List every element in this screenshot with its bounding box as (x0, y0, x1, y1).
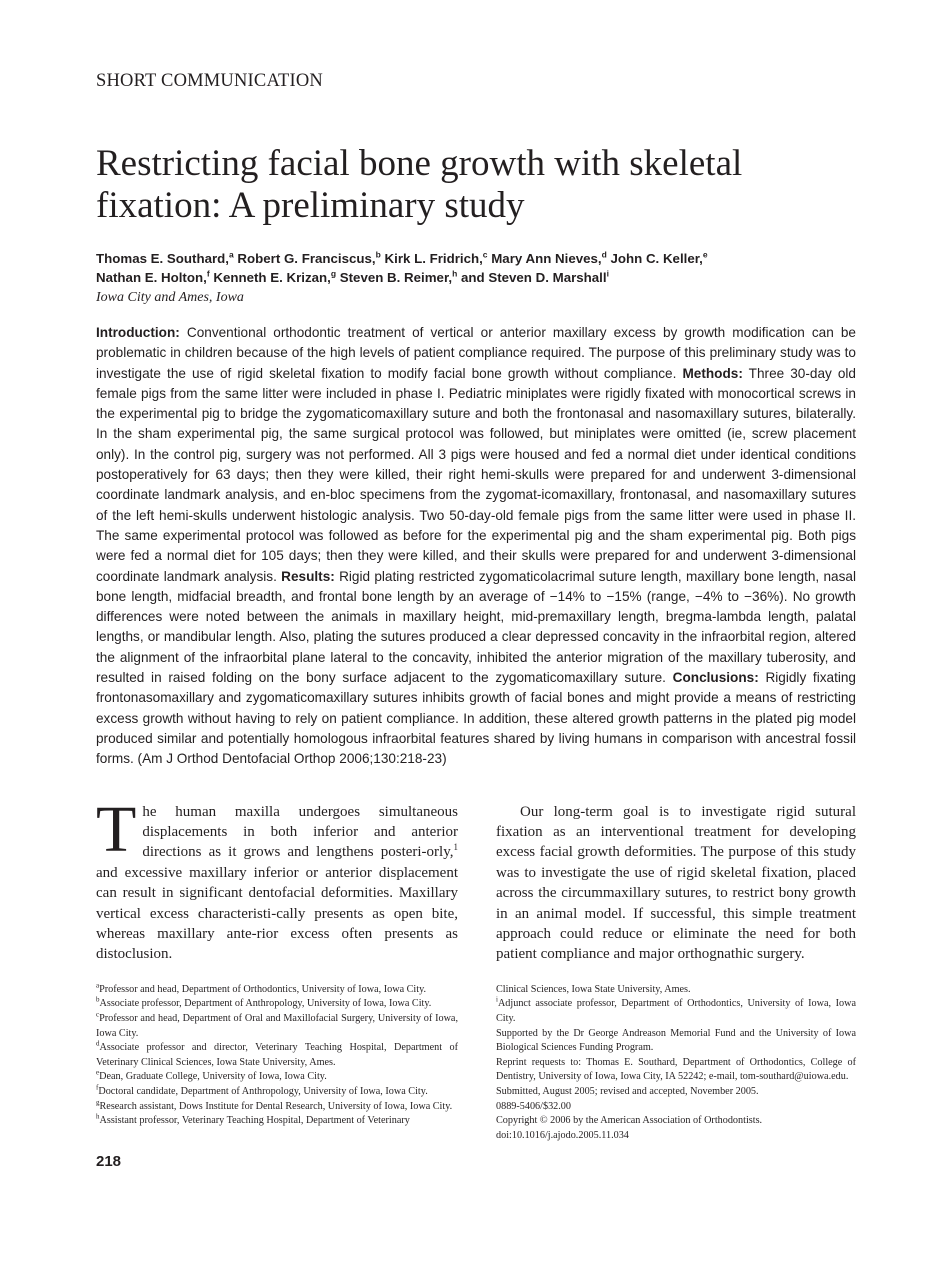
footnote-text: Clinical Sciences, Iowa State University, Ames. (496, 983, 691, 995)
footnote-text: Assistant professor, Veterinary Teaching Hospital, Department of Veterinary (99, 1115, 410, 1127)
footnote-mark: g (96, 1098, 100, 1107)
footnote-text: Supported by the Dr George Andreason Memorial Fund and the University of Iowa Biological Sciences Funding Program. (496, 1027, 856, 1054)
footnote-mark: b (96, 995, 100, 1004)
footnote-text: Professor and head, Department of Orthodontics, University of Iowa, Iowa City. (99, 983, 427, 995)
footnote-text: Dean, Graduate College, University of Iowa, Iowa City. (99, 1071, 327, 1083)
footnote-mark: f (96, 1083, 99, 1092)
footnotes (96, 983, 856, 1144)
footnote (496, 1129, 856, 1144)
article-title: Restricting facial bone growth with skeletal fixation: A preliminary study (96, 143, 743, 226)
author-affiliation-mark: g (330, 268, 337, 279)
body-text: and excessive maxillary inferior or anterior displacement can result in significant dentofacial deformities. Maxillary vertical excess characteristi-cally presents as open bite, whereas maxillary ante-rior excess often presents as distoclusion. (96, 864, 458, 963)
author-name: John C. Keller, (610, 251, 703, 266)
footnote-mark: e (96, 1068, 100, 1077)
author-name: Thomas E. Southard, (96, 251, 229, 266)
abstract-section-label: Methods: (682, 365, 743, 381)
footnote-text: doi:10.1016/j.ajodo.2005.11.034 (496, 1129, 629, 1141)
author-name: Steven B. Reimer, (339, 269, 453, 285)
author-name: Mary Ann Nieves, (491, 251, 602, 266)
abstract-text: Conventional orthodontic treatment of vertical or anterior maxillary excess by growth modification can be problematic in children because of the high levels of patient compliance required. The purpose of this preliminary study was to investigate the use of rigid skeletal fixation to modify facial bone growth without compliance. (96, 325, 856, 381)
footnote (496, 983, 856, 998)
footnote-mark: d (96, 1039, 100, 1048)
footnote (96, 1114, 458, 1129)
footnotes-left (96, 983, 458, 1129)
footnote (96, 1100, 458, 1115)
footnote-text: Professor and head, Department of Oral and Maxillofacial Surgery, University of Iowa, Iowa City. (96, 1012, 458, 1039)
author-affiliation-mark: b (375, 249, 381, 260)
footnote-text: Adjunct associate professor, Department of Orthodontics, University of Iowa, Iowa City. (496, 998, 856, 1024)
author-name: Steven D. Marshall (488, 269, 607, 285)
author-affiliation-mark: a (228, 249, 234, 260)
footnote (496, 1085, 856, 1100)
page (96, 0, 856, 1191)
section-label: SHORT COMMUNICATION (96, 71, 323, 91)
footnotes-right (496, 983, 856, 1144)
footnote-mark: i (496, 995, 498, 1004)
author-location: Iowa City and Ames, Iowa (96, 290, 244, 305)
footnote-text: Submitted, August 2005; revised and accepted, November 2005. (496, 1085, 759, 1097)
abstract-text: Rigid plating restricted zygomaticolacrimal suture length, maxillary bone length, nasal bone length, midfacial breadth, and frontal bone length by an average of −14% to −15% (range, −4% to −36%). No growth differences were noted between the animals in maxillary height, mid-premaxillary length, bregma-lambda length, palatal lengths, or mandibular length. Also, plating the sutures produced a clear depressed concavity in the infraorbital region, altered the alignment of the infraorbital plane lateral to the concavity, inhibited the anterior migration of the maxillary tuberosity, and resulted in raised folding on the bony surface adjacent to the zygomaticomaxillary suture. (96, 568, 856, 686)
author-affiliation-mark: c (482, 249, 488, 260)
abstract-section-label: Introduction: (96, 325, 180, 340)
footnote-mark: c (96, 1010, 100, 1019)
author-name: Nathan E. Holton, (96, 269, 207, 285)
footnote (96, 1012, 458, 1041)
body-columns (96, 792, 856, 965)
footnote-text: Reprint requests to: Thomas E. Southard, Department of Orthodontics, College of Dentistry, University of Iowa, Iowa City, IA 52242; e-mail, tom-southard@uiowa.edu. (496, 1056, 856, 1083)
footnote-mark: a (96, 981, 100, 990)
author-affiliation-mark: e (702, 249, 708, 260)
author-affiliation-mark: d (601, 249, 607, 260)
abstract-text: Rigidly fixating frontonasomaxillary and zygomaticomaxillary sutures inhibits growth of facial bones and might provide a means of restricting excess growth without having to rely on patient compliance. In addition, these altered growth patterns in the plated pig model produced similar and potentially homologous infraorbital features shared by living humans in comparison with ancestral fossil forms. (Am J Orthod Dentofacial Orthop 2006;130:218-23) (96, 670, 856, 767)
author-name: Kirk L. Fridrich, (384, 251, 483, 266)
footnote-text: Copyright © 2006 by the American Association of Orthodontists. (496, 1115, 763, 1127)
author-list: Thomas E. Southard,$^a$ Robert G. Franciscus,$^b$ Kirk L. Fridrich,$^c$ Mary Ann Nieves,$^d$ John C. Keller,$^e$ Nathan E. Holton,$^f$ Kenneth E. Krizan,$^g$ Steven B. Reimer,$^h$ and Steven D. Marshall$^i$ (96, 249, 708, 285)
abstract-text: Three 30-day old female pigs from the same litter were included in phase I. Pediatric miniplates were rigidly fixated with monocortical screws in the experimental pig to bridge the zygomaticomaxillary suture and both the frontonasal and nasomaxillary sutures, bilaterally. In the sham experimental pig, the same surgical protocol was followed, but miniplates were omitted (ie, screw placement only). In the control pig, surgery was not performed. All 3 pigs were housed and fed a normal diet under identical conditions postoperatively for 63 days; then they were killed, their right hemi-skulls were prepared for and underwent 3-dimensional coordinate landmark analysis, and en-bloc specimens from the zygomat-icomaxillary, frontonasal, and nasomaxillary sutures of the left hemi-skulls underwent histologic analysis. Two 50-day-old female pigs from the same litter were used in phase II. The same experimental protocol was followed as before for the experimental pig and the sham experimental pig. Both pigs were fed a normal diet for 105 days; then they were killed, and their skulls were prepared for and underwent 3-dimensional coordinate landmark analysis. (96, 365, 856, 584)
body-text: he human maxilla undergoes simultaneous displacements in both inferior and anterior directions as it grows and lengthens posteri-orly, (142, 803, 458, 861)
footnote (496, 1114, 856, 1129)
footnote (96, 1041, 458, 1070)
author-affiliation-mark: h (452, 268, 458, 279)
drop-cap: T (96, 792, 137, 866)
reference-link[interactable]: 1 (453, 842, 458, 853)
body-column-left (96, 792, 458, 965)
footnote (96, 997, 458, 1012)
footnote-text: Associate professor, Department of Anthropology, University of Iowa, Iowa City. (99, 998, 432, 1010)
footnote-text: Research assistant, Dows Institute for Dental Research, University of Iowa, Iowa City. (99, 1100, 453, 1112)
body-column-right: Our long-term goal is to investigate rigid sutural fixation as an interventional treatment for developing excess facial growth deformities. The purpose of this study was to investigate the use of rigid skeletal fixation, placed across the circummaxillary sutures, to restrict bony growth in an animal model. If successful, this simple treatment approach could reduce or eliminate the need for both patient compliance and major orthognathic surgery. (496, 803, 856, 963)
abstract (96, 323, 856, 770)
author-affiliation-mark: f (206, 268, 210, 279)
footnote (496, 1027, 856, 1056)
author-name: Robert G. Franciscus, (237, 251, 376, 266)
footnote (496, 1056, 856, 1085)
abstract-section-label: Conclusions: (672, 670, 759, 686)
page-number: 218 (96, 1153, 122, 1171)
footnote-text: Doctoral candidate, Department of Anthropology, University of Iowa, Iowa City. (98, 1085, 428, 1097)
footnote (96, 1085, 458, 1100)
footnote (96, 983, 458, 998)
footnote (496, 1100, 856, 1115)
author-affiliation-mark: i (606, 268, 609, 279)
author-name: Kenneth E. Krizan, (213, 269, 331, 285)
footnote-mark: h (96, 1112, 100, 1121)
footnote (96, 1070, 458, 1085)
footnote-text: 0889-5406/$32.00 (496, 1100, 571, 1112)
footnote-text: Associate professor and director, Veterinary Teaching Hospital, Department of Veterinary Clinical Sciences, Iowa State University, Ames. (96, 1042, 458, 1068)
abstract-section-label: Results: (281, 568, 335, 584)
footnote (496, 997, 856, 1026)
